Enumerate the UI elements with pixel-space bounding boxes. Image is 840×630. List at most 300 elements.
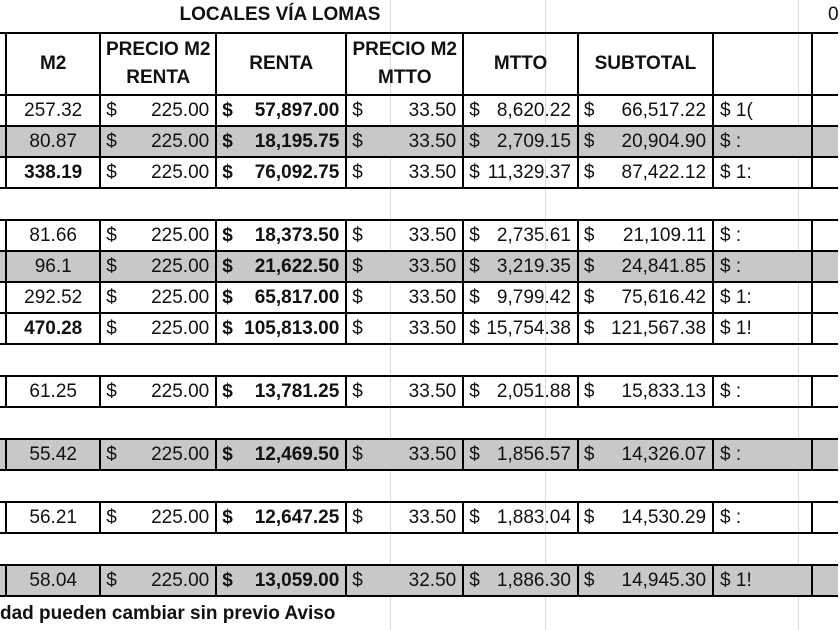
cell-precio-renta	[100, 313, 216, 344]
row-edge-right	[812, 95, 838, 126]
cell-renta	[216, 157, 346, 188]
cell-subtotal	[578, 313, 713, 344]
currency-symbol: $	[352, 224, 363, 246]
cell-m2: 61.25	[6, 376, 100, 407]
currency-value	[464, 256, 577, 278]
currency-value	[464, 507, 577, 529]
cell-m2: 96.1	[6, 251, 100, 282]
cell-precio-renta	[100, 565, 216, 596]
currency-symbol: $	[222, 380, 233, 402]
header-line: MTTO	[378, 67, 432, 88]
table-row	[0, 282, 838, 313]
currency-value	[579, 381, 712, 403]
empty-cell	[6, 344, 100, 376]
cell-subtotal	[578, 95, 713, 126]
empty-cell	[100, 188, 216, 220]
currency-value	[464, 287, 577, 309]
amount: 57,897.00	[254, 99, 340, 121]
currency-value	[464, 318, 577, 340]
currency-value	[579, 287, 712, 309]
currency-symbol: $	[222, 255, 233, 277]
empty-cell	[100, 344, 216, 376]
row-edge-right	[812, 282, 838, 313]
cell-precio-mtto	[346, 126, 463, 157]
empty-cell	[463, 407, 578, 439]
currency-value	[579, 507, 712, 529]
table-row	[0, 157, 838, 188]
cell-precio-mtto	[346, 220, 463, 251]
amount: 2,051.88	[496, 380, 571, 402]
empty-cell	[100, 533, 216, 565]
currency-symbol: $	[222, 443, 233, 465]
empty-cell	[6, 470, 100, 502]
cell-m2: 58.04	[6, 565, 100, 596]
currency-value	[101, 287, 215, 309]
cell-extra: $ :	[713, 376, 812, 407]
cell-subtotal	[578, 157, 713, 188]
currency-symbol: $	[352, 255, 363, 277]
amount: 21,109.11	[622, 224, 707, 246]
cell-extra: $ :	[713, 126, 812, 157]
sheet-title: LOCALES VÍA LOMAS	[179, 4, 381, 25]
amount: 2,735.61	[496, 224, 571, 246]
currency-symbol: $	[469, 255, 480, 277]
amount: 33.50	[408, 286, 457, 308]
empty-cell	[346, 533, 463, 565]
amount: 9,799.42	[496, 286, 571, 308]
currency-value	[217, 100, 345, 122]
currency-symbol: $	[106, 443, 117, 465]
row-edge-right	[812, 157, 838, 188]
currency-symbol: $	[106, 380, 117, 402]
cell-m2: 80.87	[6, 126, 100, 157]
currency-value	[464, 225, 577, 247]
table-body	[0, 95, 838, 596]
amount: 225.00	[151, 443, 210, 465]
amount: 225.00	[151, 224, 210, 246]
cell-precio-mtto	[346, 502, 463, 533]
title-right-cell: 0	[828, 4, 839, 25]
currency-value	[579, 444, 712, 466]
amount: 1,856.57	[496, 443, 571, 465]
currency-value	[101, 225, 215, 247]
cell-mtto	[463, 282, 578, 313]
amount: 105,813.00	[244, 317, 340, 339]
currency-symbol: $	[352, 506, 363, 528]
currency-value	[101, 162, 215, 184]
amount: 33.50	[408, 443, 457, 465]
footer-note: dad pueden cambiar sin previo Aviso	[0, 603, 336, 624]
amount: 1,886.30	[496, 569, 571, 591]
cell-m2: 257.32	[6, 95, 100, 126]
empty-cell	[713, 188, 812, 220]
currency-symbol: $	[583, 443, 595, 465]
table-row	[0, 95, 838, 126]
currency-symbol: $	[222, 224, 233, 246]
amount: 21,622.50	[254, 255, 340, 277]
currency-value	[579, 225, 712, 247]
cell-precio-renta	[100, 282, 216, 313]
cell-mtto	[463, 439, 578, 470]
header-line: RENTA	[126, 67, 191, 88]
currency-symbol: $	[106, 161, 117, 183]
currency-value	[464, 381, 577, 403]
currency-value	[217, 225, 345, 247]
empty-cell	[463, 533, 578, 565]
currency-symbol: $	[469, 317, 480, 339]
cell-m2: 55.42	[6, 439, 100, 470]
currency-value	[347, 256, 462, 278]
currency-value	[347, 318, 462, 340]
amount: 14,326.07	[621, 443, 707, 465]
cell-extra: $ :	[713, 220, 812, 251]
empty-cell	[812, 407, 838, 439]
currency-symbol: $	[469, 99, 480, 121]
empty-cell	[6, 407, 100, 439]
amount: 225.00	[151, 380, 210, 402]
amount: 3,219.35	[496, 255, 571, 277]
empty-cell	[713, 470, 812, 502]
header-extra	[713, 33, 812, 95]
amount: 15,833.13	[621, 380, 707, 402]
cell-mtto	[463, 157, 578, 188]
currency-symbol: $	[469, 506, 480, 528]
cell-subtotal	[578, 126, 713, 157]
table-row	[0, 502, 838, 533]
currency-symbol: $	[106, 506, 117, 528]
currency-symbol: $	[222, 286, 233, 308]
header-line: PRECIO M2	[105, 39, 211, 60]
empty-cell	[713, 344, 812, 376]
table-row	[0, 376, 838, 407]
empty-cell	[100, 470, 216, 502]
currency-value	[217, 381, 345, 403]
cell-precio-mtto	[346, 439, 463, 470]
empty-cell	[578, 344, 713, 376]
amount: 32.50	[408, 569, 457, 591]
header-row	[0, 33, 838, 95]
currency-symbol: $	[583, 380, 595, 402]
amount: 12,647.25	[254, 506, 340, 528]
empty-cell	[812, 470, 838, 502]
currency-symbol: $	[469, 569, 480, 591]
cell-mtto	[463, 565, 578, 596]
cell-precio-renta	[100, 220, 216, 251]
cell-renta	[216, 282, 346, 313]
currency-symbol: $	[352, 317, 363, 339]
amount: 75,616.42	[621, 286, 707, 308]
cell-extra: $ :	[713, 251, 812, 282]
currency-value	[217, 162, 345, 184]
currency-symbol: $	[469, 286, 480, 308]
currency-value	[464, 162, 577, 184]
currency-symbol: $	[222, 506, 233, 528]
empty-cell	[463, 188, 578, 220]
amount: 15,754.38	[486, 317, 571, 339]
currency-symbol: $	[583, 286, 595, 308]
cell-precio-renta	[100, 502, 216, 533]
amount: 225.00	[151, 99, 210, 121]
amount: 14,945.30	[621, 569, 707, 591]
table-row	[0, 220, 838, 251]
cell-m2: 470.28	[6, 313, 100, 344]
cell-renta	[216, 126, 346, 157]
empty-cell	[578, 407, 713, 439]
amount: 33.50	[408, 506, 457, 528]
cell-mtto	[463, 220, 578, 251]
amount: 14,530.29	[621, 506, 707, 528]
currency-value	[217, 287, 345, 309]
cell-extra: $ 1:	[713, 282, 812, 313]
currency-value	[101, 100, 215, 122]
header-m2: M2	[6, 33, 100, 95]
header-edge-right	[812, 33, 838, 95]
cell-precio-renta	[100, 376, 216, 407]
cell-precio-mtto	[346, 251, 463, 282]
currency-value	[579, 131, 712, 153]
currency-value	[101, 570, 215, 592]
currency-value	[464, 444, 577, 466]
amount: 8,620.22	[496, 99, 571, 121]
currency-symbol: $	[583, 161, 595, 183]
currency-symbol: $	[352, 380, 363, 402]
cell-subtotal	[578, 565, 713, 596]
header-subtotal: SUBTOTAL	[578, 33, 713, 95]
cell-renta	[216, 251, 346, 282]
empty-cell	[346, 407, 463, 439]
currency-value	[579, 100, 712, 122]
currency-value	[347, 507, 462, 529]
cell-precio-renta	[100, 439, 216, 470]
currency-value	[347, 225, 462, 247]
row-edge-right	[812, 502, 838, 533]
amount: 1,883.04	[496, 506, 571, 528]
header-mtto: MTTO	[463, 33, 578, 95]
amount: 225.00	[151, 130, 210, 152]
amount: 76,092.75	[254, 161, 340, 183]
currency-symbol: $	[469, 380, 480, 402]
cell-renta	[216, 439, 346, 470]
empty-cell	[100, 407, 216, 439]
amount: 65,817.00	[254, 286, 340, 308]
currency-value	[579, 256, 712, 278]
cell-mtto	[463, 313, 578, 344]
currency-symbol: $	[583, 224, 595, 246]
cell-m2: 292.52	[6, 282, 100, 313]
cell-extra: $ 1(	[713, 95, 812, 126]
currency-value	[464, 570, 577, 592]
empty-cell	[346, 344, 463, 376]
empty-cell	[713, 533, 812, 565]
currency-value	[101, 444, 215, 466]
currency-value	[101, 381, 215, 403]
currency-value	[217, 570, 345, 592]
cell-renta	[216, 313, 346, 344]
cell-subtotal	[578, 282, 713, 313]
cell-m2: 81.66	[6, 220, 100, 251]
amount: 225.00	[151, 286, 210, 308]
cell-precio-mtto	[346, 313, 463, 344]
row-edge-right	[812, 565, 838, 596]
amount: 225.00	[151, 506, 210, 528]
cell-subtotal	[578, 220, 713, 251]
cell-mtto	[463, 251, 578, 282]
header-renta: RENTA	[216, 33, 346, 95]
table-row	[0, 251, 838, 282]
currency-symbol: $	[352, 286, 363, 308]
empty-cell	[216, 344, 346, 376]
amount: 11,329.37	[487, 161, 571, 183]
currency-symbol: $	[352, 99, 363, 121]
empty-cell	[6, 188, 100, 220]
empty-cell	[463, 344, 578, 376]
cell-renta	[216, 95, 346, 126]
spacer-row	[0, 344, 838, 376]
empty-cell	[346, 470, 463, 502]
cell-m2: 338.19	[6, 157, 100, 188]
currency-symbol: $	[106, 130, 117, 152]
cell-extra: $ 1!	[713, 565, 812, 596]
amount: 12,469.50	[254, 443, 340, 465]
amount: 33.50	[408, 317, 457, 339]
currency-symbol: $	[352, 161, 363, 183]
currency-symbol: $	[583, 255, 595, 277]
spacer-row	[0, 407, 838, 439]
empty-cell	[578, 188, 713, 220]
currency-symbol: $	[222, 161, 233, 183]
cell-mtto	[463, 502, 578, 533]
currency-value	[347, 100, 462, 122]
header-precio-m2-renta	[100, 33, 216, 95]
spacer-row	[0, 470, 838, 502]
spacer-row	[0, 533, 838, 565]
amount: 225.00	[151, 317, 210, 339]
cell-extra: $ :	[713, 439, 812, 470]
currency-value	[347, 162, 462, 184]
currency-symbol: $	[583, 317, 595, 339]
cell-subtotal	[578, 376, 713, 407]
amount: 225.00	[151, 255, 210, 277]
currency-symbol: $	[106, 286, 117, 308]
table-row	[0, 313, 838, 344]
cell-subtotal	[578, 502, 713, 533]
amount: 121,567.38	[610, 317, 707, 339]
currency-value	[579, 318, 712, 340]
currency-symbol: $	[469, 443, 480, 465]
cell-precio-mtto	[346, 376, 463, 407]
currency-value	[217, 131, 345, 153]
currency-symbol: $	[352, 569, 363, 591]
currency-symbol: $	[106, 224, 117, 246]
currency-symbol: $	[222, 99, 233, 121]
amount: 18,373.50	[254, 224, 340, 246]
cell-precio-mtto	[346, 95, 463, 126]
cell-precio-mtto	[346, 282, 463, 313]
amount: 33.50	[408, 99, 457, 121]
currency-value	[217, 444, 345, 466]
currency-symbol: $	[583, 130, 595, 152]
cell-mtto	[463, 126, 578, 157]
currency-value	[217, 256, 345, 278]
currency-symbol: $	[469, 161, 480, 183]
cell-renta	[216, 565, 346, 596]
amount: 225.00	[151, 161, 210, 183]
currency-value	[347, 131, 462, 153]
amount: 33.50	[408, 380, 457, 402]
currency-value	[347, 381, 462, 403]
empty-cell	[216, 533, 346, 565]
empty-cell	[6, 533, 100, 565]
amount: 225.00	[151, 569, 210, 591]
amount: 87,422.12	[621, 161, 707, 183]
empty-cell	[463, 470, 578, 502]
table-row	[0, 565, 838, 596]
cell-extra: $ 1!	[713, 313, 812, 344]
row-edge-right	[812, 251, 838, 282]
header-precio-m2-mtto	[346, 33, 463, 95]
amount: 13,781.25	[254, 380, 340, 402]
empty-cell	[346, 188, 463, 220]
currency-symbol: $	[222, 130, 233, 152]
currency-value	[347, 287, 462, 309]
amount: 2,709.15	[496, 130, 571, 152]
empty-cell	[578, 533, 713, 565]
table-row	[0, 439, 838, 470]
amount: 33.50	[408, 224, 457, 246]
cell-renta	[216, 376, 346, 407]
cell-precio-renta	[100, 157, 216, 188]
currency-value	[579, 570, 712, 592]
currency-symbol: $	[106, 569, 117, 591]
amount: 24,841.85	[621, 255, 707, 277]
cell-extra: $ 1:	[713, 157, 812, 188]
cell-renta	[216, 220, 346, 251]
currency-symbol: $	[106, 255, 117, 277]
empty-cell	[812, 188, 838, 220]
empty-cell	[216, 407, 346, 439]
currency-value	[101, 256, 215, 278]
currency-symbol: $	[469, 130, 480, 152]
cell-precio-renta	[100, 95, 216, 126]
cell-precio-mtto	[346, 565, 463, 596]
row-edge-right	[812, 126, 838, 157]
currency-value	[347, 444, 462, 466]
currency-symbol: $	[352, 443, 363, 465]
cell-renta	[216, 502, 346, 533]
row-edge-right	[812, 376, 838, 407]
row-edge-right	[812, 313, 838, 344]
cell-mtto	[463, 376, 578, 407]
currency-symbol: $	[583, 506, 595, 528]
row-edge-right	[812, 220, 838, 251]
spacer-row	[0, 188, 838, 220]
currency-symbol: $	[583, 569, 595, 591]
currency-value	[101, 507, 215, 529]
amount: 66,517.22	[621, 99, 707, 121]
cell-precio-renta	[100, 251, 216, 282]
currency-value	[101, 318, 215, 340]
currency-symbol: $	[469, 224, 480, 246]
currency-symbol: $	[106, 99, 117, 121]
currency-value	[217, 318, 345, 340]
amount: 33.50	[408, 255, 457, 277]
empty-cell	[812, 533, 838, 565]
currency-symbol: $	[352, 130, 363, 152]
table-row	[0, 126, 838, 157]
currency-value	[347, 570, 462, 592]
amount: 13,059.00	[254, 569, 340, 591]
currency-symbol: $	[222, 317, 233, 339]
